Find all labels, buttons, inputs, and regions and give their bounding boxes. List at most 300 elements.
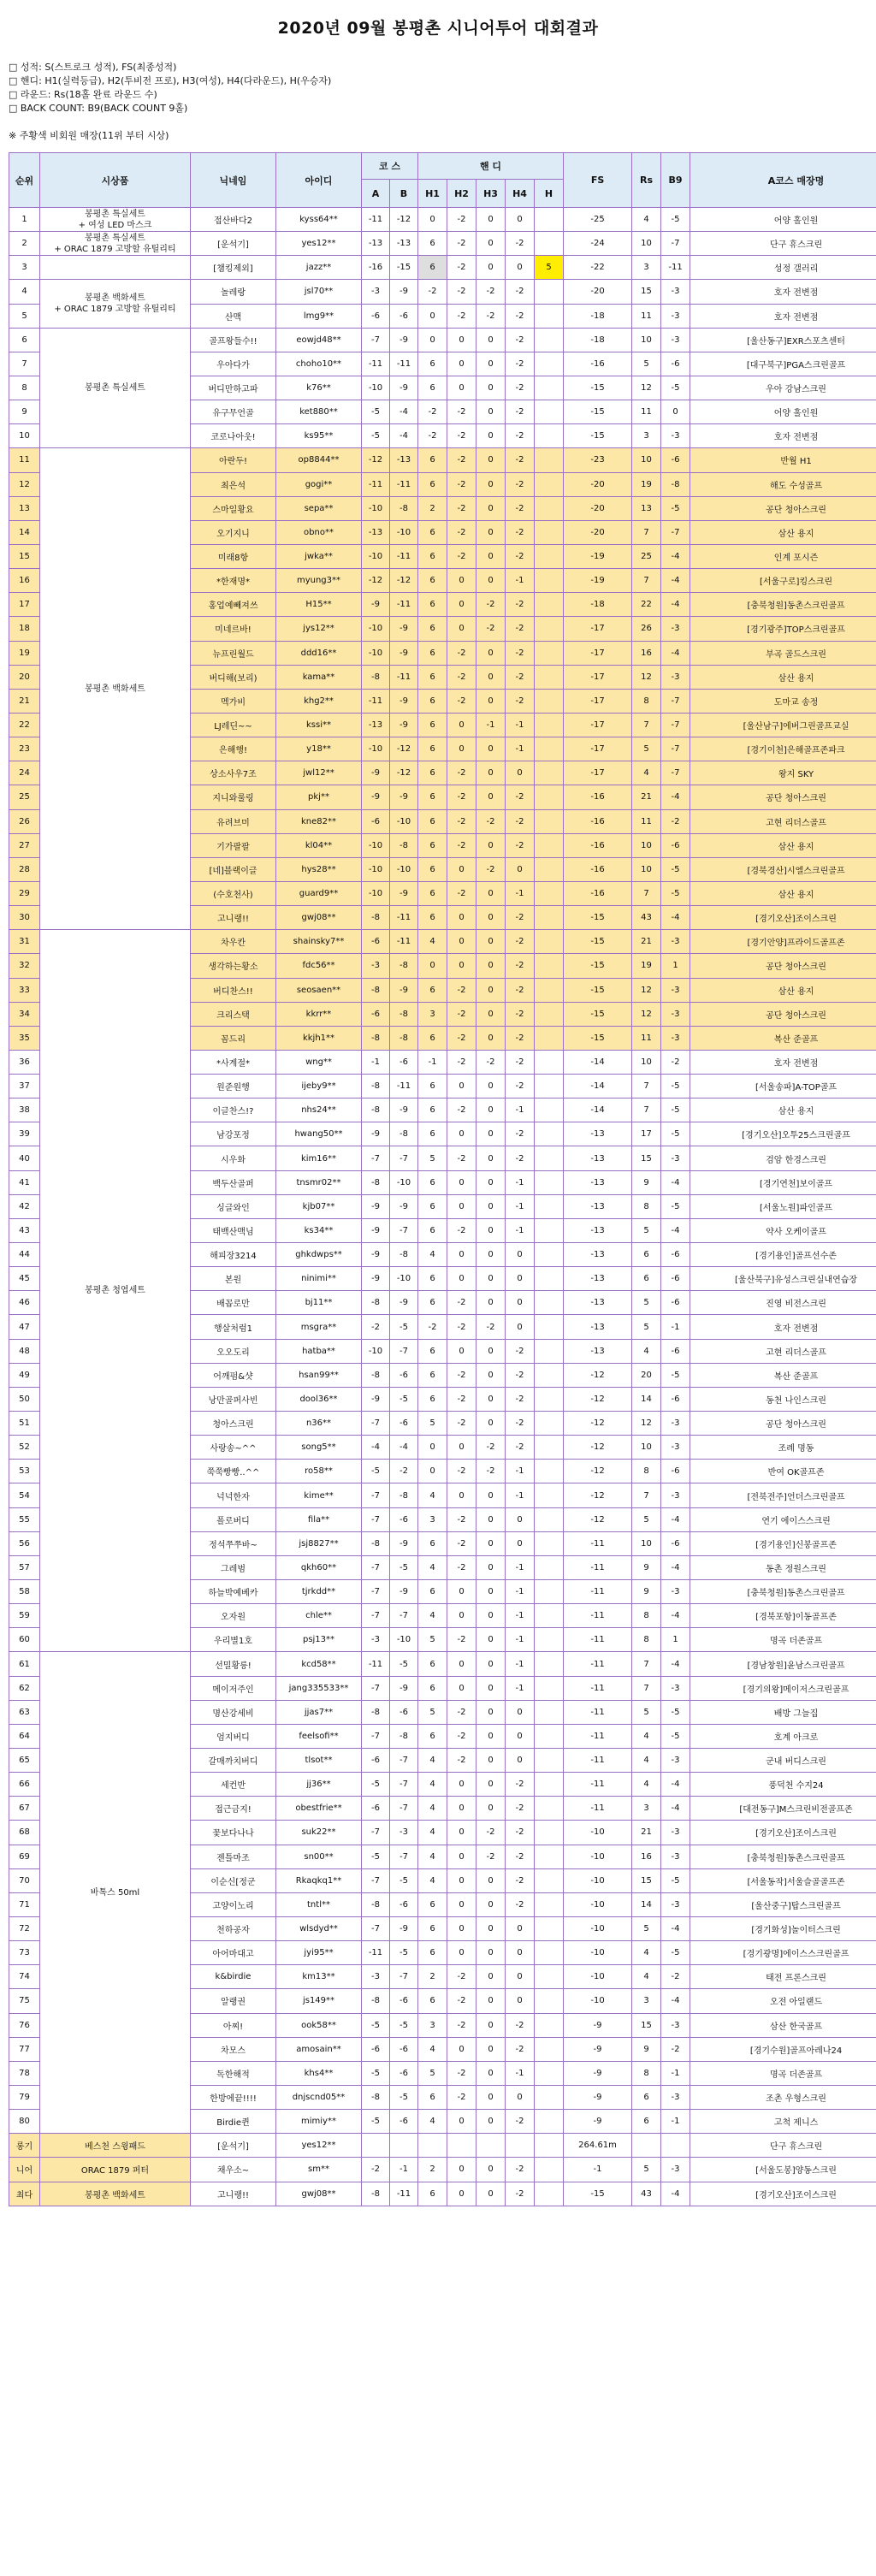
h3-cell: 0 xyxy=(476,1339,506,1363)
h4-cell: -1 xyxy=(506,1604,535,1628)
nickname-cell: 크리스택 xyxy=(191,1002,276,1026)
b-cell: -7 xyxy=(390,1773,418,1797)
h3-cell: -2 xyxy=(476,593,506,617)
h-cell xyxy=(535,906,564,930)
rank-cell: 63 xyxy=(9,1700,40,1724)
shop-cell: [경기수원]골프아레나24 xyxy=(690,2037,876,2061)
id-cell: msgra** xyxy=(276,1315,362,1339)
shop-cell: 반월 H1 xyxy=(690,448,876,472)
id-cell: kssi** xyxy=(276,713,362,737)
a-cell: -9 xyxy=(362,761,390,785)
b-cell: -11 xyxy=(390,930,418,954)
h4-cell: -2 xyxy=(506,496,535,520)
a-cell: -8 xyxy=(362,1531,390,1555)
fs-cell: -15 xyxy=(564,1002,632,1026)
a-cell: -8 xyxy=(362,1700,390,1724)
h-cell xyxy=(535,1218,564,1242)
h3-cell: 0 xyxy=(476,1868,506,1892)
rank-cell: 59 xyxy=(9,1604,40,1628)
id-cell: obestfrie** xyxy=(276,1797,362,1821)
h2-cell: 0 xyxy=(447,1170,476,1194)
rs-cell: 16 xyxy=(632,641,661,665)
h1-cell: 4 xyxy=(418,930,447,954)
rs-cell: 5 xyxy=(632,1291,661,1315)
b-cell: -8 xyxy=(390,1243,418,1267)
id-cell: kl04** xyxy=(276,833,362,857)
b9-cell: -5 xyxy=(661,1363,690,1387)
h3-cell xyxy=(476,2134,506,2158)
h4-cell: -2 xyxy=(506,1387,535,1411)
id-cell: js149** xyxy=(276,1989,362,2013)
b9-cell: -3 xyxy=(661,1026,690,1050)
shop-cell: 복산 준골프 xyxy=(690,1026,876,1050)
b-cell: -9 xyxy=(390,785,418,809)
h4-cell: -2 xyxy=(506,520,535,544)
id-cell: kim16** xyxy=(276,1146,362,1170)
h-cell xyxy=(535,713,564,737)
a-cell: -7 xyxy=(362,1555,390,1579)
h1-cell: 6 xyxy=(418,1941,447,1965)
note-backcount: □ BACK COUNT: B9(BACK COUNT 9홀) xyxy=(9,103,188,114)
rank-cell: 70 xyxy=(9,1868,40,1892)
rank-cell: 48 xyxy=(9,1339,40,1363)
b9-cell: -4 xyxy=(661,1916,690,1940)
b-cell: -9 xyxy=(390,881,418,905)
id-cell: jj36** xyxy=(276,1773,362,1797)
h3-cell: -2 xyxy=(476,1845,506,1868)
h2-cell: -2 xyxy=(447,689,476,713)
b9-cell: -2 xyxy=(661,2037,690,2061)
h2-cell: 0 xyxy=(447,1604,476,1628)
rank-cell: 22 xyxy=(9,713,40,737)
b-cell: -8 xyxy=(390,496,418,520)
b9-cell: -4 xyxy=(661,593,690,617)
b9-cell: -4 xyxy=(661,1170,690,1194)
b9-cell: -5 xyxy=(661,881,690,905)
col-h4: H4 xyxy=(506,180,535,208)
nickname-cell: 코로나아웃! xyxy=(191,424,276,448)
shop-cell: [경북경산]시엘스크린골프 xyxy=(690,857,876,881)
a-cell: -3 xyxy=(362,280,390,304)
fs-cell: -10 xyxy=(564,1916,632,1940)
shop-cell: 부곡 골드스크린 xyxy=(690,641,876,665)
b-cell: -8 xyxy=(390,1122,418,1146)
b-cell: -7 xyxy=(390,1845,418,1868)
fs-cell: -13 xyxy=(564,1146,632,1170)
id-cell: khg2** xyxy=(276,689,362,713)
rs-cell: 9 xyxy=(632,2037,661,2061)
id-cell: gwj08** xyxy=(276,906,362,930)
fs-cell: -9 xyxy=(564,2037,632,2061)
nickname-cell: 상소사우7조 xyxy=(191,761,276,785)
rank-cell: 21 xyxy=(9,689,40,713)
rank-cell: 1 xyxy=(9,208,40,232)
b9-cell: -5 xyxy=(661,857,690,881)
nickname-cell: *한재명* xyxy=(191,569,276,593)
b-cell: -8 xyxy=(390,1026,418,1050)
h4-cell: -1 xyxy=(506,1555,535,1579)
rank-cell: 26 xyxy=(9,809,40,833)
fs-cell: -11 xyxy=(564,1724,632,1748)
rank-cell: 24 xyxy=(9,761,40,785)
a-cell: -6 xyxy=(362,1002,390,1026)
h4-cell: -1 xyxy=(506,1652,535,1676)
a-cell: -11 xyxy=(362,472,390,496)
h4-cell: 0 xyxy=(506,1941,535,1965)
fs-cell: -11 xyxy=(564,1628,632,1652)
h3-cell: 0 xyxy=(476,978,506,1002)
h1-cell: 6 xyxy=(418,857,447,881)
rs-cell: 5 xyxy=(632,352,661,376)
nickname-cell: 행살처럼1 xyxy=(191,1315,276,1339)
shop-cell: 호자 전변점 xyxy=(690,304,876,328)
b-cell: -9 xyxy=(390,713,418,737)
rs-cell: 14 xyxy=(632,1892,661,1916)
h-cell xyxy=(535,1146,564,1170)
h4-cell: -2 xyxy=(506,2110,535,2134)
b-cell: -2 xyxy=(390,1460,418,1483)
h4-cell: -2 xyxy=(506,1075,535,1099)
fs-cell: -11 xyxy=(564,1604,632,1628)
id-cell: ijeby9** xyxy=(276,1075,362,1099)
fs-cell: -20 xyxy=(564,496,632,520)
a-cell: -6 xyxy=(362,930,390,954)
rs-cell: 12 xyxy=(632,978,661,1002)
h3-cell: 0 xyxy=(476,930,506,954)
h1-cell: 5 xyxy=(418,1412,447,1436)
h1-cell: 0 xyxy=(418,1436,447,1460)
h1-cell: 4 xyxy=(418,1845,447,1868)
b9-cell: -3 xyxy=(661,1412,690,1436)
h-cell xyxy=(535,1436,564,1460)
b9-cell: -4 xyxy=(661,1652,690,1676)
id-cell: tjrkdd** xyxy=(276,1580,362,1604)
fs-cell: -11 xyxy=(564,1749,632,1773)
rs-cell: 43 xyxy=(632,906,661,930)
col-a: A xyxy=(362,180,390,208)
nickname-cell: 미래8항 xyxy=(191,544,276,568)
id-cell: sn00** xyxy=(276,1845,362,1868)
h1-cell: 6 xyxy=(418,737,447,761)
h-cell xyxy=(535,1050,564,1074)
a-cell: -9 xyxy=(362,593,390,617)
rs-cell: 5 xyxy=(632,1916,661,1940)
h4-cell: -2 xyxy=(506,1845,535,1868)
fs-cell: -15 xyxy=(564,1026,632,1050)
h3-cell: 0 xyxy=(476,2110,506,2134)
b-cell: -15 xyxy=(390,256,418,280)
nickname-cell: 배꼽로만 xyxy=(191,1291,276,1315)
h2-cell: 0 xyxy=(447,1676,476,1700)
h-cell xyxy=(535,2110,564,2134)
h1-cell: 6 xyxy=(418,376,447,400)
b9-cell: -3 xyxy=(661,978,690,1002)
nickname-cell: 버디찬스!! xyxy=(191,978,276,1002)
h4-cell: -2 xyxy=(506,930,535,954)
nickname-cell: 꽃보다나나 xyxy=(191,1821,276,1845)
rank-cell: 77 xyxy=(9,2037,40,2061)
shop-cell: 삼산 한국골프 xyxy=(690,2013,876,2037)
b-cell: -7 xyxy=(390,1797,418,1821)
nickname-cell: 해피장3214 xyxy=(191,1243,276,1267)
rs-cell: 5 xyxy=(632,737,661,761)
page-title: 2020년 09월 봉평촌 시니어투어 대회결과 xyxy=(277,19,599,38)
id-cell: seosaen** xyxy=(276,978,362,1002)
id-cell: kcd58** xyxy=(276,1652,362,1676)
h-cell xyxy=(535,1170,564,1194)
shop-cell: 어양 홀인원 xyxy=(690,400,876,424)
id-cell: tntl** xyxy=(276,1892,362,1916)
h1-cell: -1 xyxy=(418,1050,447,1074)
h3-cell: 0 xyxy=(476,1075,506,1099)
fs-cell: -16 xyxy=(564,809,632,833)
h2-cell: 0 xyxy=(447,2158,476,2182)
col-prize: 시상품 xyxy=(40,153,191,208)
rs-cell: 4 xyxy=(632,1965,661,1989)
h1-cell: 4 xyxy=(418,2110,447,2134)
shop-cell: [경기오산]조이스크린 xyxy=(690,1821,876,1845)
b9-cell: -7 xyxy=(661,520,690,544)
b9-cell: -3 xyxy=(661,1146,690,1170)
h2-cell: -2 xyxy=(447,2061,476,2085)
h3-cell: 0 xyxy=(476,1700,506,1724)
h2-cell: -2 xyxy=(447,1050,476,1074)
h-cell xyxy=(535,1821,564,1845)
rank-cell: 37 xyxy=(9,1075,40,1099)
h4-cell: -1 xyxy=(506,1170,535,1194)
h1-cell: 3 xyxy=(418,1002,447,1026)
h-cell xyxy=(535,1460,564,1483)
h-cell xyxy=(535,785,564,809)
shop-cell: 동촌 정원스크린 xyxy=(690,1555,876,1579)
shop-cell: [경기이천]은해골프존파크 xyxy=(690,737,876,761)
rank-cell: 6 xyxy=(9,328,40,352)
rs-cell: 9 xyxy=(632,1555,661,1579)
h4-cell: 0 xyxy=(506,1267,535,1291)
h1-cell: 4 xyxy=(418,1243,447,1267)
nickname-cell: 우리별1호 xyxy=(191,1628,276,1652)
h-cell xyxy=(535,1845,564,1868)
a-cell: -10 xyxy=(362,496,390,520)
h-cell xyxy=(535,881,564,905)
h-cell xyxy=(535,232,564,256)
rank-cell: 9 xyxy=(9,400,40,424)
h3-cell: 0 xyxy=(476,424,506,448)
shop-cell: [대구북구]PGA스크린골프 xyxy=(690,352,876,376)
nickname-cell: 지니와룰링 xyxy=(191,785,276,809)
b9-cell: -3 xyxy=(661,617,690,641)
a-cell: -6 xyxy=(362,1797,390,1821)
h4-cell: -1 xyxy=(506,1483,535,1507)
h4-cell: -1 xyxy=(506,1099,535,1122)
rs-cell: 12 xyxy=(632,376,661,400)
h1-cell: 2 xyxy=(418,1965,447,1989)
h1-cell: 6 xyxy=(418,785,447,809)
shop-cell: [경기오산]오투25스크린골프 xyxy=(690,1122,876,1146)
id-cell: ninimi** xyxy=(276,1267,362,1291)
h1-cell: 6 xyxy=(418,665,447,689)
b-cell: -7 xyxy=(390,1965,418,1989)
nickname-cell: 태백산맥님 xyxy=(191,1218,276,1242)
rs-cell: 4 xyxy=(632,1724,661,1748)
h3-cell: 0 xyxy=(476,1243,506,1267)
fs-cell: -16 xyxy=(564,785,632,809)
h-cell xyxy=(535,2037,564,2061)
h-cell xyxy=(535,1315,564,1339)
h2-cell: 0 xyxy=(447,1773,476,1797)
b-cell: -5 xyxy=(390,1652,418,1676)
nickname-cell: 사랑송~^^ xyxy=(191,1436,276,1460)
b9-cell: -1 xyxy=(661,2110,690,2134)
a-cell: -6 xyxy=(362,1749,390,1773)
note-score: □ 성적: S(스트로크 성적), FS(최종성적) xyxy=(9,62,177,73)
rank-cell: 8 xyxy=(9,376,40,400)
a-cell: -7 xyxy=(362,1483,390,1507)
rs-cell: 3 xyxy=(632,424,661,448)
a-cell: -8 xyxy=(362,2085,390,2109)
a-cell: -9 xyxy=(362,785,390,809)
id-cell: psj13** xyxy=(276,1628,362,1652)
a-cell: -5 xyxy=(362,1460,390,1483)
b-cell: -7 xyxy=(390,1146,418,1170)
fs-cell: -15 xyxy=(564,400,632,424)
shop-cell: 호계 아크로 xyxy=(690,1724,876,1748)
h2-cell: -2 xyxy=(447,1724,476,1748)
nickname-cell: 선밀황릉! xyxy=(191,1652,276,1676)
h1-cell: 6 xyxy=(418,617,447,641)
b9-cell: -4 xyxy=(661,1507,690,1531)
h2-cell: 0 xyxy=(447,1075,476,1099)
h4-cell: -1 xyxy=(506,2061,535,2085)
h-cell xyxy=(535,1026,564,1050)
b9-cell: -6 xyxy=(661,1291,690,1315)
a-cell: -3 xyxy=(362,954,390,978)
h4-cell: 0 xyxy=(506,761,535,785)
rs-cell: 13 xyxy=(632,496,661,520)
h1-cell: 4 xyxy=(418,1604,447,1628)
rank-cell: 29 xyxy=(9,881,40,905)
h4-cell: 0 xyxy=(506,256,535,280)
h-cell xyxy=(535,280,564,304)
h4-cell: -2 xyxy=(506,1050,535,1074)
rs-cell: 5 xyxy=(632,1700,661,1724)
h2-cell: -2 xyxy=(447,1555,476,1579)
h2-cell: 0 xyxy=(447,1267,476,1291)
a-cell: -8 xyxy=(362,1170,390,1194)
fs-cell: -17 xyxy=(564,641,632,665)
rank-cell: 79 xyxy=(9,2085,40,2109)
b-cell: -9 xyxy=(390,1531,418,1555)
rs-cell: 19 xyxy=(632,472,661,496)
a-cell: -10 xyxy=(362,737,390,761)
h-cell xyxy=(535,954,564,978)
h2-cell: 0 xyxy=(447,328,476,352)
h-cell xyxy=(535,1291,564,1315)
rank-cell: 16 xyxy=(9,569,40,593)
prize-cell: 봉평촌 특실세트 + 여성 LED 마스크 xyxy=(40,208,191,232)
b9-cell: -6 xyxy=(661,1339,690,1363)
fs-cell: -12 xyxy=(564,1412,632,1436)
h1-cell: 0 xyxy=(418,328,447,352)
nickname-cell: 어깨펌&샷 xyxy=(191,1363,276,1387)
shop-cell: 호자 전변점 xyxy=(690,1050,876,1074)
b9-cell: -6 xyxy=(661,1460,690,1483)
h1-cell: 6 xyxy=(418,1026,447,1050)
h3-cell: -2 xyxy=(476,280,506,304)
a-cell: -8 xyxy=(362,1363,390,1387)
h-cell xyxy=(535,569,564,593)
b-cell xyxy=(390,2134,418,2158)
nickname-cell: 오자원 xyxy=(191,1604,276,1628)
shop-cell: 삼산 용지 xyxy=(690,978,876,1002)
rs-cell: 11 xyxy=(632,400,661,424)
prize-cell: 봉평촌 백화세트 xyxy=(40,2182,191,2206)
a-cell: -8 xyxy=(362,1291,390,1315)
b-cell: -11 xyxy=(390,665,418,689)
rank-cell: 3 xyxy=(9,256,40,280)
a-cell: -8 xyxy=(362,1026,390,1050)
table-body xyxy=(9,208,876,2206)
rs-cell: 8 xyxy=(632,689,661,713)
nickname-cell: 생각하는황소 xyxy=(191,954,276,978)
h1-cell: 2 xyxy=(418,2158,447,2182)
h3-cell: 0 xyxy=(476,256,506,280)
rs-cell: 7 xyxy=(632,1676,661,1700)
h1-cell: 5 xyxy=(418,1146,447,1170)
rank-cell: 50 xyxy=(9,1387,40,1411)
shop-cell: 배방 그늘집 xyxy=(690,1700,876,1724)
h1-cell: 6 xyxy=(418,1339,447,1363)
h1-cell: 4 xyxy=(418,1868,447,1892)
rs-cell: 8 xyxy=(632,1194,661,1218)
a-cell: -5 xyxy=(362,2061,390,2085)
a-cell: -1 xyxy=(362,1050,390,1074)
b-cell: -10 xyxy=(390,809,418,833)
h2-cell: 0 xyxy=(447,352,476,376)
id-cell: tnsmr02** xyxy=(276,1170,362,1194)
id-cell: kjb07** xyxy=(276,1194,362,1218)
col-id: 아이디 xyxy=(276,153,362,208)
h3-cell: 0 xyxy=(476,1483,506,1507)
id-cell: hwang50** xyxy=(276,1122,362,1146)
fs-cell: -20 xyxy=(564,520,632,544)
rank-cell: 10 xyxy=(9,424,40,448)
nickname-cell: 고니랭!! xyxy=(191,2182,276,2206)
h2-cell: -2 xyxy=(447,232,476,256)
nickname-cell: 아찌! xyxy=(191,2013,276,2037)
rank-cell: 23 xyxy=(9,737,40,761)
h-cell xyxy=(535,1507,564,1531)
b9-cell: -7 xyxy=(661,761,690,785)
col-course: 코 스 xyxy=(362,153,418,180)
fs-cell: -11 xyxy=(564,1797,632,1821)
h3-cell: 0 xyxy=(476,954,506,978)
shop-cell: [충북청원]동촌스크린골프 xyxy=(690,1580,876,1604)
nickname-cell: 시우화 xyxy=(191,1146,276,1170)
h3-cell: 0 xyxy=(476,1363,506,1387)
rs-cell: 10 xyxy=(632,1531,661,1555)
nickname-cell: 은해행! xyxy=(191,737,276,761)
b9-cell: -3 xyxy=(661,2158,690,2182)
rs-cell: 7 xyxy=(632,881,661,905)
rs-cell: 8 xyxy=(632,1604,661,1628)
id-cell: qkh60** xyxy=(276,1555,362,1579)
h-cell xyxy=(535,1194,564,1218)
id-cell: suk22** xyxy=(276,1821,362,1845)
fs-cell: -22 xyxy=(564,256,632,280)
h4-cell: 0 xyxy=(506,1724,535,1748)
nickname-cell: 젠틀마조 xyxy=(191,1845,276,1868)
